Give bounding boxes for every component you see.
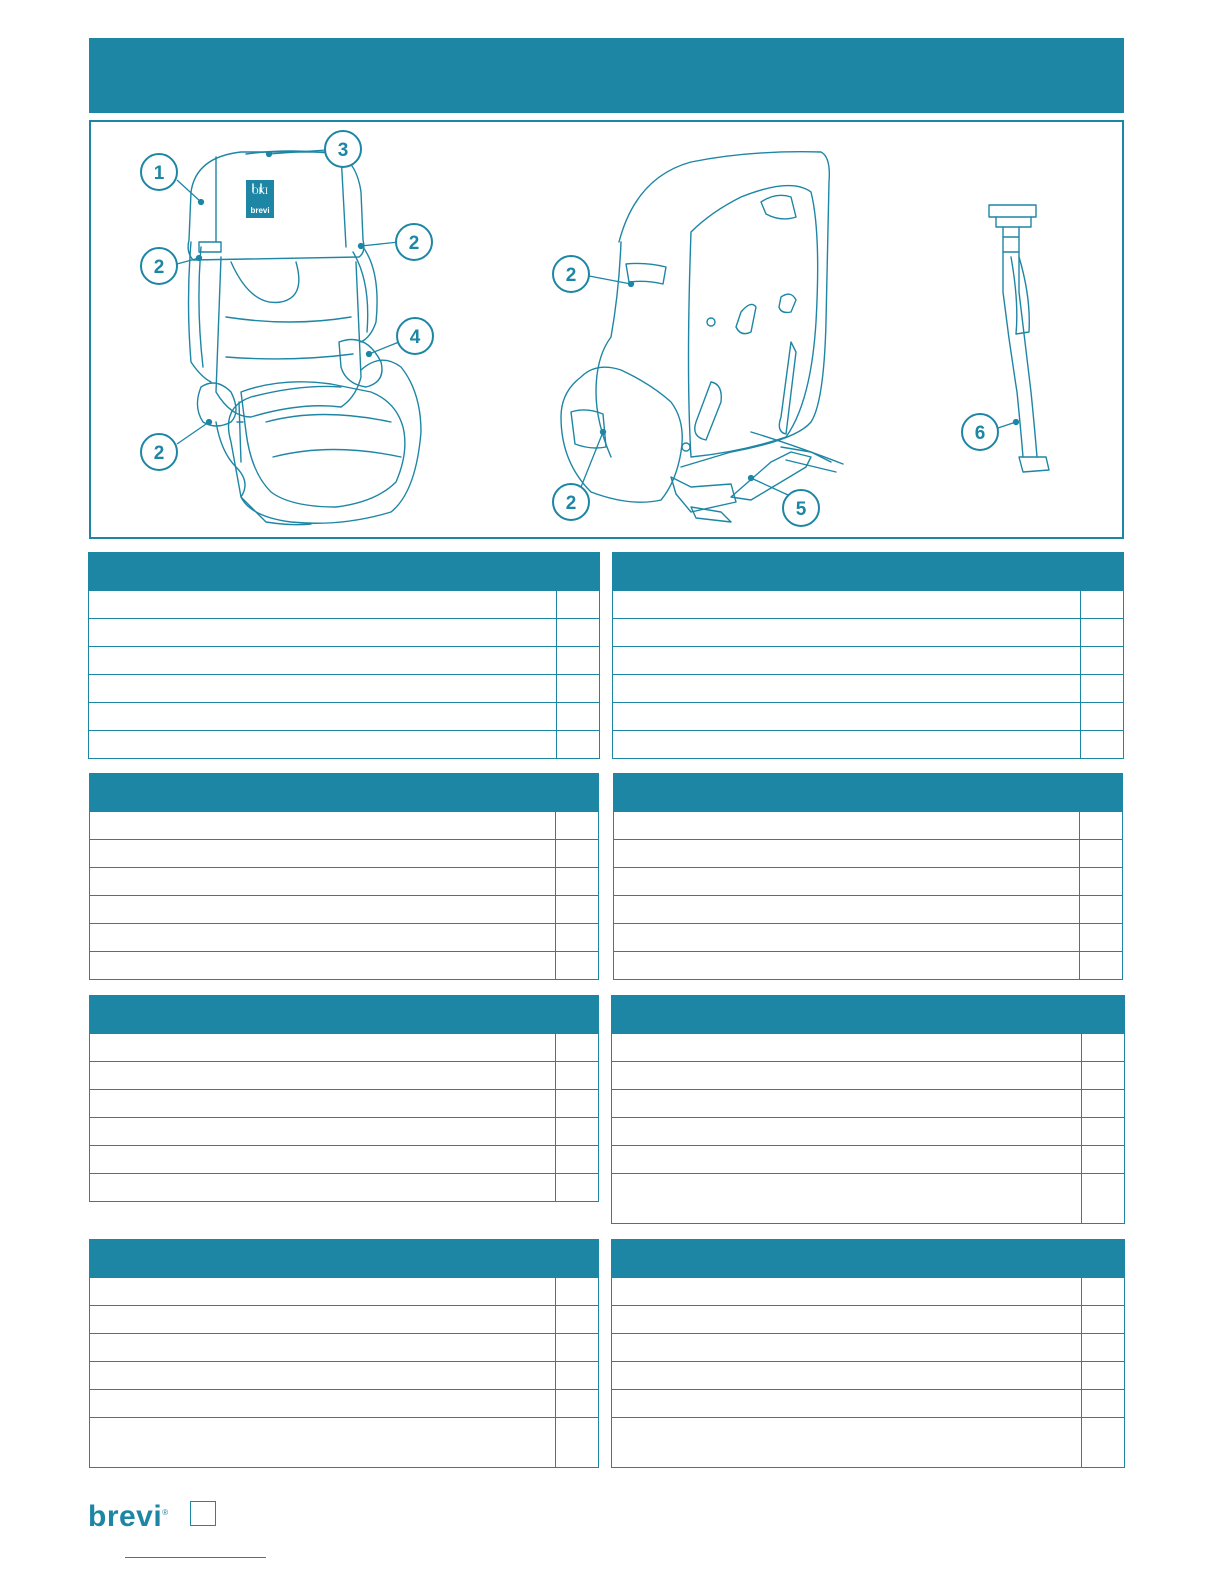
part-code-cell bbox=[556, 591, 599, 618]
part-description-cell bbox=[612, 1034, 1082, 1061]
part-code-cell bbox=[1081, 1390, 1124, 1417]
part-description-cell bbox=[612, 1418, 1082, 1467]
table-row bbox=[90, 867, 598, 895]
part-code-cell bbox=[555, 812, 598, 839]
part-code-cell bbox=[1080, 619, 1123, 646]
parts-table bbox=[89, 1239, 599, 1468]
part-code-cell bbox=[1081, 1334, 1124, 1361]
car-seat-drawings bbox=[91, 122, 1122, 537]
page-number-box bbox=[190, 1501, 216, 1526]
table-row bbox=[90, 1173, 598, 1201]
seat-model-label: OKI bbox=[252, 186, 268, 196]
part-description-cell bbox=[90, 1174, 556, 1201]
table-row bbox=[612, 1033, 1124, 1061]
part-code-cell bbox=[556, 675, 599, 702]
part-description-cell bbox=[613, 619, 1081, 646]
part-description-cell bbox=[90, 952, 556, 979]
part-description-cell bbox=[612, 1334, 1082, 1361]
part-code-cell bbox=[1079, 840, 1122, 867]
table-row bbox=[89, 702, 599, 730]
table-header bbox=[612, 996, 1124, 1033]
table-header bbox=[89, 553, 599, 590]
table-row bbox=[89, 730, 599, 758]
part-code-cell bbox=[555, 1090, 598, 1117]
table-row bbox=[614, 867, 1122, 895]
table-row bbox=[90, 895, 598, 923]
part-code-cell bbox=[555, 896, 598, 923]
table-header bbox=[90, 774, 598, 811]
part-description-cell bbox=[90, 1090, 556, 1117]
part-description-cell bbox=[89, 619, 557, 646]
part-code-cell bbox=[556, 647, 599, 674]
footer-rule bbox=[125, 1557, 266, 1558]
part-description-cell bbox=[613, 731, 1081, 758]
part-description-cell bbox=[612, 1174, 1082, 1223]
part-description-cell bbox=[90, 1062, 556, 1089]
part-description-cell bbox=[89, 647, 557, 674]
part-code-cell bbox=[1081, 1306, 1124, 1333]
part-code-cell bbox=[1080, 703, 1123, 730]
part-code-cell bbox=[556, 731, 599, 758]
table-row bbox=[614, 923, 1122, 951]
parts-table bbox=[613, 773, 1123, 980]
part-description-cell bbox=[90, 1306, 556, 1333]
table-row bbox=[613, 646, 1123, 674]
part-code-cell bbox=[555, 1362, 598, 1389]
rear-seat-drawing bbox=[561, 152, 843, 522]
part-description-cell bbox=[90, 1278, 556, 1305]
part-description-cell bbox=[90, 1390, 556, 1417]
part-code-cell bbox=[555, 952, 598, 979]
table-row bbox=[90, 1389, 598, 1417]
part-code-cell bbox=[1081, 1278, 1124, 1305]
table-header bbox=[612, 1240, 1124, 1277]
table-row bbox=[89, 590, 599, 618]
callout-number: 3 bbox=[337, 140, 349, 161]
part-description-cell bbox=[612, 1146, 1082, 1173]
table-row bbox=[90, 1145, 598, 1173]
part-code-cell bbox=[556, 619, 599, 646]
table-header bbox=[614, 774, 1122, 811]
table-row bbox=[89, 646, 599, 674]
table-row bbox=[612, 1145, 1124, 1173]
title-banner bbox=[89, 38, 1124, 113]
part-description-cell bbox=[90, 840, 556, 867]
table-header bbox=[90, 1240, 598, 1277]
table-row bbox=[89, 618, 599, 646]
table-row bbox=[612, 1173, 1124, 1223]
part-description-cell bbox=[90, 1334, 556, 1361]
part-description-cell bbox=[90, 812, 556, 839]
part-code-cell bbox=[555, 1118, 598, 1145]
part-description-cell bbox=[90, 924, 556, 951]
table-row bbox=[614, 811, 1122, 839]
callout-number: 2 bbox=[153, 257, 165, 278]
part-code-cell bbox=[1081, 1146, 1124, 1173]
seat-brand-label: brevi bbox=[250, 206, 270, 215]
part-code-cell bbox=[555, 1390, 598, 1417]
part-code-cell bbox=[555, 1146, 598, 1173]
part-code-cell bbox=[555, 1418, 598, 1467]
part-description-cell bbox=[614, 812, 1080, 839]
callout-number: 2 bbox=[153, 443, 165, 464]
table-row bbox=[614, 895, 1122, 923]
table-row bbox=[612, 1089, 1124, 1117]
callout-number: 4 bbox=[409, 327, 421, 348]
part-code-cell bbox=[555, 868, 598, 895]
part-description-cell bbox=[612, 1306, 1082, 1333]
part-code-cell bbox=[1081, 1062, 1124, 1089]
part-description-cell bbox=[90, 1034, 556, 1061]
parts-table bbox=[612, 552, 1124, 759]
part-code-cell bbox=[555, 924, 598, 951]
part-description-cell bbox=[612, 1062, 1082, 1089]
callout-number: 5 bbox=[795, 499, 807, 520]
table-row bbox=[612, 1305, 1124, 1333]
part-code-cell bbox=[1079, 812, 1122, 839]
part-description-cell bbox=[90, 1118, 556, 1145]
callout-number: 1 bbox=[153, 163, 165, 184]
table-row bbox=[90, 1333, 598, 1361]
part-code-cell bbox=[1081, 1034, 1124, 1061]
table-row bbox=[612, 1277, 1124, 1305]
part-description-cell bbox=[89, 675, 557, 702]
part-code-cell bbox=[555, 1306, 598, 1333]
part-description-cell bbox=[90, 1418, 556, 1467]
table-row bbox=[90, 1117, 598, 1145]
table-row bbox=[612, 1361, 1124, 1389]
table-row bbox=[612, 1061, 1124, 1089]
part-code-cell bbox=[1079, 896, 1122, 923]
table-row bbox=[612, 1389, 1124, 1417]
table-row bbox=[613, 730, 1123, 758]
part-description-cell bbox=[90, 868, 556, 895]
table-row bbox=[612, 1417, 1124, 1467]
part-code-cell bbox=[1080, 647, 1123, 674]
part-description-cell bbox=[612, 1090, 1082, 1117]
part-code-cell bbox=[1079, 924, 1122, 951]
parts-table bbox=[88, 552, 600, 759]
part-code-cell bbox=[1081, 1090, 1124, 1117]
part-code-cell bbox=[556, 703, 599, 730]
part-description-cell bbox=[614, 924, 1080, 951]
table-row bbox=[614, 839, 1122, 867]
callout-number: 2 bbox=[565, 265, 577, 286]
part-description-cell bbox=[613, 591, 1081, 618]
part-code-cell bbox=[1081, 1118, 1124, 1145]
table-row bbox=[90, 1061, 598, 1089]
parts-table bbox=[611, 995, 1125, 1224]
table-row bbox=[90, 1361, 598, 1389]
parts-table bbox=[89, 995, 599, 1202]
table-row bbox=[90, 1417, 598, 1467]
front-seat-drawing bbox=[188, 151, 421, 525]
parts-illustration bbox=[89, 120, 1124, 539]
part-description-cell bbox=[614, 868, 1080, 895]
part-description-cell bbox=[612, 1390, 1082, 1417]
parts-table bbox=[611, 1239, 1125, 1468]
table-row bbox=[612, 1117, 1124, 1145]
part-code-cell bbox=[1081, 1418, 1124, 1467]
part-code-cell bbox=[1081, 1362, 1124, 1389]
table-row bbox=[90, 839, 598, 867]
part-description-cell bbox=[90, 896, 556, 923]
table-row bbox=[89, 674, 599, 702]
part-description-cell bbox=[612, 1362, 1082, 1389]
part-description-cell bbox=[613, 703, 1081, 730]
part-code-cell bbox=[555, 840, 598, 867]
part-description-cell bbox=[614, 840, 1080, 867]
part-code-cell bbox=[1081, 1174, 1124, 1223]
table-row bbox=[90, 1277, 598, 1305]
part-code-cell bbox=[555, 1278, 598, 1305]
part-description-cell bbox=[614, 952, 1080, 979]
part-description-cell bbox=[612, 1278, 1082, 1305]
registered-mark: ® bbox=[162, 1508, 169, 1517]
brevi-logo bbox=[88, 1500, 169, 1534]
part-code-cell bbox=[555, 1034, 598, 1061]
table-row bbox=[90, 951, 598, 979]
table-row bbox=[90, 811, 598, 839]
table-header bbox=[613, 553, 1123, 590]
parts-table bbox=[89, 773, 599, 980]
part-code-cell bbox=[555, 1334, 598, 1361]
part-description-cell bbox=[90, 1362, 556, 1389]
table-row bbox=[90, 1305, 598, 1333]
callout-number: 2 bbox=[408, 233, 420, 254]
table-row bbox=[614, 951, 1122, 979]
table-row bbox=[90, 1033, 598, 1061]
table-row bbox=[90, 1089, 598, 1117]
part-code-cell bbox=[555, 1062, 598, 1089]
part-description-cell bbox=[614, 896, 1080, 923]
brand-name: brevi bbox=[88, 1500, 163, 1533]
table-row bbox=[612, 1333, 1124, 1361]
callout-number: 2 bbox=[565, 493, 577, 514]
part-description-cell bbox=[90, 1146, 556, 1173]
part-code-cell bbox=[1080, 591, 1123, 618]
part-code-cell bbox=[1080, 675, 1123, 702]
part-description-cell bbox=[89, 703, 557, 730]
table-header bbox=[90, 996, 598, 1033]
part-code-cell bbox=[1079, 868, 1122, 895]
callout-number: 6 bbox=[974, 423, 986, 444]
table-row bbox=[613, 674, 1123, 702]
part-description-cell bbox=[613, 675, 1081, 702]
part-description-cell bbox=[89, 731, 557, 758]
part-description-cell bbox=[89, 591, 557, 618]
part-code-cell bbox=[1080, 731, 1123, 758]
part-code-cell bbox=[1079, 952, 1122, 979]
part-description-cell bbox=[612, 1118, 1082, 1145]
table-row bbox=[613, 590, 1123, 618]
part-code-cell bbox=[555, 1174, 598, 1201]
table-row bbox=[90, 923, 598, 951]
table-row bbox=[613, 702, 1123, 730]
part-description-cell bbox=[613, 647, 1081, 674]
table-row bbox=[613, 618, 1123, 646]
